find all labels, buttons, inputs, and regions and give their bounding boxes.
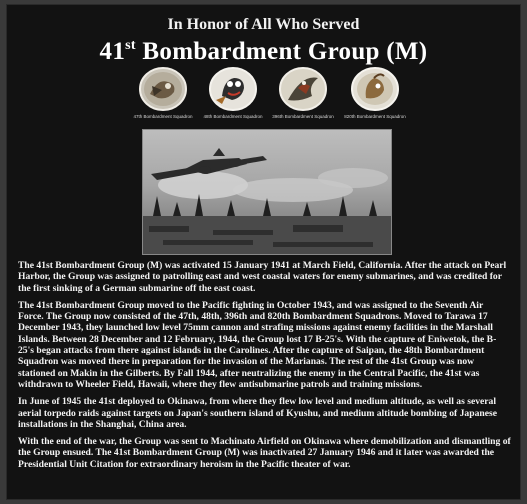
insignia-caption: 820th Bombardment Squadron	[344, 114, 406, 119]
history-paragraph: The 41st Bombardment Group (M) was activated 15 January 1941 at March Field, California. After the attack on Pearl Harbor, the Group was assigned to patrolling east and west coastal waters for enemy submarines, and was credited for the first sinking of a German submarine off the east coast.	[18, 260, 507, 294]
memorial-plaque	[6, 4, 521, 500]
squadron-insignia-396th	[271, 66, 335, 119]
plaque-subtitle: In Honor of All Who Served	[167, 16, 360, 33]
insignia-caption: 396th Bombardment Squadron	[272, 114, 334, 119]
insignia-caption: 48th Bombardment Squadron	[203, 114, 263, 119]
history-text	[18, 260, 511, 476]
squadron-patch-icon	[278, 66, 328, 112]
title-ordinal: st	[125, 38, 136, 53]
history-paragraph: In June of 1945 the 41st deployed to Okinawa, from where they flew low level and medium altitude, as well as several aerial torpedo raids against targets on Japan's southern island of Kyushu, and medium altitude bombing of Japanese installations in the Shanghai, China area.	[18, 396, 497, 430]
history-paragraph: With the end of the war, the Group was sent to Machinato Airfield on Okinawa where demobilization and dismantling of the Group ensued. The 41st Bombardment Group (M) was inactivated 27 January 1946 and it later was awarded the Presidential Unit Citation for extraordinary heroism in the Pacific theater of war.	[18, 436, 511, 470]
plaque-title	[6, 38, 521, 66]
b25-bomber-photo	[142, 129, 392, 255]
squadron-patch-icon	[350, 66, 400, 112]
squadron-patch-icon	[208, 66, 258, 112]
insignia-caption: 47th Bombardment Squadron	[133, 114, 193, 119]
squadron-insignia-row	[131, 66, 406, 126]
title-number: 41	[99, 38, 126, 65]
squadron-patch-icon	[138, 66, 188, 112]
title-text: Bombardment Group (M)	[135, 38, 428, 65]
squadron-insignia-820th	[343, 66, 407, 119]
squadron-insignia-47th	[131, 66, 195, 119]
history-paragraph: The 41st Bombardment Group moved to the Pacific fighting in October 1943, and was assigned to the Seventh Air Force. The Group now consisted of the 47th, 48th, 396th and 820th Bombardment Squadrons. Moved to Tarawa 17 December 1943, they launched low level 75mm cannon and strafing missions against enemy facilities in the Marshall Islands. Between 28 December and 12 February, 1944, the Group lost 17 B-25's. With the capture of Eniwetok, the B-25's began attacks from there against islands in the Carolines. After the capture of Saipan, the 48th Bombardment Squadron was moved there in preparation for the invasion of the Marianas. The rest of the 41st Group was now stationed on Makin in the Gilberts. By Fall 1944, after neutralizing the enemy in the Central Pacific, the 41st was withdrawn to Wheeler Field, Hawaii, where they flew antisubmarine patrols and training missions.	[18, 299, 497, 390]
squadron-insignia-48th	[201, 66, 265, 119]
